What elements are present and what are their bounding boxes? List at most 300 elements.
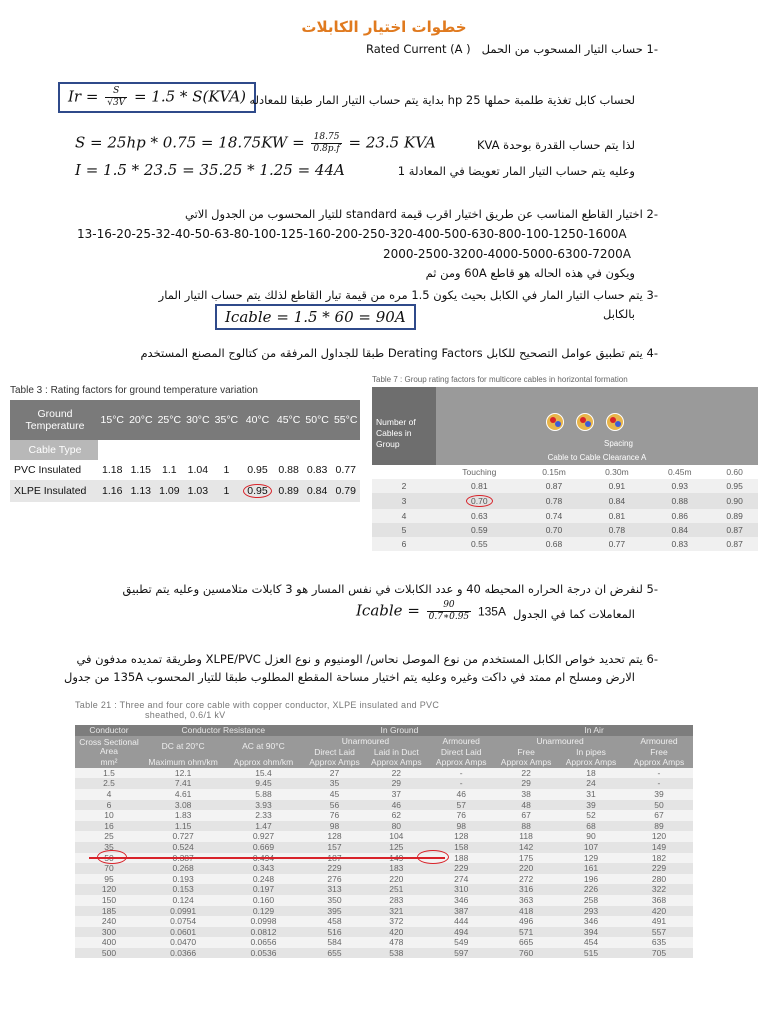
s-calc-b: = 23.5 KVA [348,133,436,152]
table21-cell: 394 [557,927,625,938]
table21-cell: 0.0601 [143,927,223,938]
step5-text: لنفرض ان درجة الحراره المحيطه 40 و عدد الكابلات في نفس المسار هو 3 كابلات متلامسين وعليه يتم تطبيق [122,582,643,596]
table21-cell: 25 [75,831,143,842]
table21-cell: 0.669 [223,842,303,853]
step1-heading [58,42,658,56]
table21-cell: 0.0366 [143,948,223,959]
table21-cell: - [427,778,495,789]
table7-cell: 0.81 [471,481,488,491]
table21-cell: 220 [365,874,427,885]
table3-temp: 15°C [98,400,127,440]
table21-cell: 293 [557,906,625,917]
step3-text: يتم حساب التيار المار في الكابل بحيث يكون 1.5 مره من قيمة تيار القاطع لذلك يتم حساب التيار المار [158,288,643,302]
cable-cross-section-icon [606,413,624,431]
table21-cell: 128 [427,831,495,842]
highlight-circle-158 [417,850,449,864]
table-row [372,523,758,537]
table21-unit: Approx ohm/km [223,757,303,768]
table3-cell: 1.1 [162,464,177,476]
table7-clearance-label: Cable to Cable Clearance A [547,453,647,462]
table3-row-type: PVC Insulated [14,464,82,476]
step6-line1 [58,652,658,666]
table3-temp: 40°C [241,400,275,440]
table21-cell: 635 [625,937,693,948]
table3-cell: 1.16 [102,485,123,497]
table21-cell: 0.0536 [223,948,303,959]
table21-cell: 89 [625,821,693,832]
step3-heading [98,288,658,302]
table21-cell: 6 [75,800,143,811]
table3-cell-highlight [241,480,275,502]
table7-col-header: 0.30m [585,465,648,479]
table21-cell: 24 [557,778,625,789]
table21-cell: 655 [304,948,366,959]
table21-cell: 251 [365,884,427,895]
table21-cell: 39 [557,800,625,811]
table-row [75,937,693,948]
formula-box-ir [58,82,256,113]
table21-cell: 0.0754 [143,916,223,927]
table21-cell: 310 [427,884,495,895]
table21-cell: 454 [557,937,625,948]
table7-header [372,387,758,465]
table21-cell: 29 [365,778,427,789]
table7-n: 5 [401,525,407,535]
step4-text: يتم تطبيق عوامل التصحيح للكابل Derating Factors طبقا للجداول المرفقه من كتالوج المصنع المستخدم [140,346,643,360]
table21-cell: 0.129 [223,906,303,917]
table3-cell: 0.77 [335,464,356,476]
table7-col-header: 0.60 [711,465,758,479]
table7-cell: 0.83 [671,539,689,549]
table21-cell: 104 [365,831,427,842]
table21-cell: 68 [557,821,625,832]
table-row [75,842,693,853]
table21-cell: - [625,778,693,789]
table21-cell: 107 [557,842,625,853]
table21-cell: 226 [557,884,625,895]
table21-cell: 39 [625,789,693,800]
table21-cell: 35 [304,778,366,789]
table-row [75,768,693,779]
table21-cell: 0.727 [143,831,223,842]
table21-cell: 67 [625,810,693,821]
table21-cell: 62 [365,810,427,821]
table21-cell: 272 [495,874,557,885]
table21-cell: 120 [625,831,693,842]
table21-cell: 27 [304,768,366,779]
table7-cell: 0.68 [545,539,563,549]
table21-cell: 9.45 [223,778,303,789]
table3-cell: 1.18 [102,464,123,476]
table21-caption-line1: Table 21 : Three and four core cable with copper conductor, XLPE insulated and PVC [75,700,440,710]
formula-i-calc: I = 1.5 * 23.5 = 35.25 * 1.25 = 44A [75,161,345,179]
table7-cell: 0.59 [471,525,488,535]
table21-cell: 22 [365,768,427,779]
table7-cell: 0.95 [726,481,743,491]
table21-cell: 5.88 [223,789,303,800]
table21-cell: 1.83 [143,810,223,821]
table21-cell: 120 [75,884,143,895]
table21-cell: 0.0991 [143,906,223,917]
table7-cell: 0.78 [608,525,626,535]
table-row [75,948,693,959]
table21-cell: 494 [427,927,495,938]
table-row [372,479,758,493]
table21-cell: 90 [557,831,625,842]
table7-cell: 0.84 [608,496,626,506]
table21-caption-line2: sheathed, 0.6/1 kV [145,710,226,720]
table3-header-label: Ground Temperature [10,400,98,440]
table21-cell: 16 [75,821,143,832]
table21-copper-cables [75,700,693,958]
table21-cell: 3.93 [223,800,303,811]
table7-cell: 0.87 [726,539,743,549]
table21-cell: 4 [75,789,143,800]
highlight-circle: 0.95 [243,484,271,498]
step1-desc: لحساب كابل تغذية طلمبة حملها 25 hp بداية يتم حساب التيار المار طبقا للمعادله [249,93,635,107]
table21-cell: 516 [304,927,366,938]
table21-cell: 321 [365,906,427,917]
table21-cell: 50 [625,800,693,811]
table7-cell: 0.81 [608,511,626,521]
table21-cell: 322 [625,884,693,895]
table21-cell: 57 [427,800,495,811]
table21-unit: Approx Amps [625,757,693,768]
table3-cell: 0.89 [278,485,299,497]
table7-n: 6 [401,539,407,549]
table3-cable-type-label: Cable Type [10,440,98,460]
table-row [372,537,758,551]
table21-cell: 12.1 [143,768,223,779]
table21-cell: 346 [557,916,625,927]
table21-install-header: Laid in Duct [365,747,427,758]
table7-grid [372,465,758,551]
table-row [75,810,693,821]
table21-cell: 0.0656 [223,937,303,948]
table3-temp: 55°C [331,400,360,440]
table21-install-header: Free [495,747,557,758]
table21-cell: 1.15 [143,821,223,832]
table21-cell: 0.524 [143,842,223,853]
table21-install-header: Direct Laid [304,747,366,758]
table-row [10,480,360,502]
table21-cell: 557 [625,927,693,938]
formula-ir-rhs: = 1.5 * S(KVA) [133,87,247,106]
step5-den: 0.7∗0.95 [428,612,470,622]
table3-row-type: XLPE Insulated [14,485,87,497]
step1-text: حساب التيار المسحوب من الحمل [481,42,643,56]
step3-number: -3 [646,288,658,302]
table3-cell: 0.95 [247,464,268,476]
table21-body [75,768,693,959]
s-calc-num: 18.75 [311,132,341,144]
table21-cell: 7.41 [143,778,223,789]
table21-cell: 129 [557,853,625,864]
table7-cell: 0.77 [608,539,626,549]
formula-box-icable: Icable = 1.5 * 60 = 90A [215,304,416,330]
table21-sub-header: Unarmoured [495,736,625,747]
table21-cell: 157 [304,842,366,853]
table-row [75,778,693,789]
table3-grid [10,400,360,502]
s-calc-den: 0.8p.f [313,144,340,154]
table21-cell: 229 [625,863,693,874]
table3-cell: 1.09 [159,485,180,497]
table21-cell: 395 [304,906,366,917]
table21-cell: 0.0470 [143,937,223,948]
table21-cell: 665 [495,937,557,948]
table21-group-header: Conductor [75,725,143,736]
table21-cell: 0.193 [143,874,223,885]
table21-cell: 48 [495,800,557,811]
table-row [75,927,693,938]
table21-cell: 128 [304,831,366,842]
step5-text2: المعاملات كما في الجدول [513,607,635,621]
table21-cell: 418 [495,906,557,917]
table21-cell: 444 [427,916,495,927]
table7-n: 3 [401,496,407,506]
table7-cell: 0.70 [545,525,563,535]
step5-formula-lhs: Icable = [356,601,420,620]
table21-cell: 280 [625,874,693,885]
step5-formula-rhs: 135A [477,604,506,619]
table7-cell: 0.90 [726,496,743,506]
table7-group-factors [372,375,758,551]
breaker-values-line2: 2000-2500-3200-4000-5000-6300-7200A [383,247,631,261]
table7-cell: 0.78 [545,496,563,506]
step1-number: -1 [646,42,658,56]
table21-cell: 350 [304,895,366,906]
formula-ir-num: S [105,86,127,98]
table21-cell: 182 [625,853,693,864]
table21-cell: 705 [625,948,693,959]
table3-temp: 50°C [303,400,332,440]
table21-cell: 220 [495,863,557,874]
table21-cell: 760 [495,948,557,959]
step1-english: Rated Current (A ) [366,42,471,56]
s-calc-a: S = 25hp * 0.75 = 18.75KW = [75,133,305,152]
table-row [75,895,693,906]
table21-cell: 76 [427,810,495,821]
table21-cell: 420 [625,906,693,917]
step5-heading [58,582,658,596]
table21-group-header: Conductor Resistance [143,725,304,736]
table3-cell: 1.03 [187,485,209,497]
table21-cell: 118 [495,831,557,842]
step5-fraction [427,600,471,623]
highlight-circle: 0.70 [466,495,493,507]
table21-cell: 478 [365,937,427,948]
table3-cell: 1 [223,485,230,497]
table21-cell: 15.4 [223,768,303,779]
table7-cell: 0.91 [608,481,626,491]
table21-cell: 2.33 [223,810,303,821]
formula-ir-den: √3V [107,98,126,108]
table3-temp: 35°C [212,400,241,440]
table21-cell: 37 [365,789,427,800]
table21-cell: 229 [427,863,495,874]
table21-cell: 346 [427,895,495,906]
formula-ir-fraction [105,86,127,109]
table21-cell: - [427,768,495,779]
s-calc-fraction [311,132,341,155]
table21-cell: 0.124 [143,895,223,906]
breaker-values-line1: 13-16-20-25-32-40-50-63-80-100-125-160-200-250-320-400-500-630-800-100-1250-1600A [77,227,627,241]
table-row [75,821,693,832]
table21-cell: 185 [75,906,143,917]
table21-cell: 387 [427,906,495,917]
table3-cell: 1.13 [130,485,152,497]
table21-cell: 31 [557,789,625,800]
table21-cell: 45 [304,789,366,800]
table-row [75,916,693,927]
table7-cell-highlight [436,493,523,509]
table21-cell: 584 [304,937,366,948]
step2-number: -2 [646,207,658,221]
highlight-circle-35 [97,850,127,864]
table21-units-row [75,757,693,768]
table21-cell: 52 [557,810,625,821]
table21-cell: 0.343 [223,863,303,874]
cable-cross-section-icon [546,413,564,431]
table7-col-header: 0.15m [523,465,586,479]
table21-cell: 188 [427,853,495,864]
table21-unit: Maximum ohm/km [143,757,223,768]
table21-cell: 158 [427,842,495,853]
table21-cell: 549 [427,937,495,948]
table7-cell: 0.63 [471,511,488,521]
table-row [75,789,693,800]
step2-heading [58,207,658,221]
table21-cell: 161 [557,863,625,874]
table7-cell: 0.89 [726,511,743,521]
table21-cell: 3.08 [143,800,223,811]
table21-unit: Approx Amps [304,757,366,768]
step4-number: -4 [646,346,658,360]
table7-cell: 0.55 [471,539,488,549]
formula-ir-lhs: Ir = [68,87,99,106]
table21-cell: 1.47 [223,821,303,832]
table7-spacing-label: Spacing [604,439,633,448]
table21-cell: 0.927 [223,831,303,842]
table3-cell: 0.83 [306,464,328,476]
table21-sub-header-row [75,736,693,747]
table21-cell: 597 [427,948,495,959]
formula-s-calc [75,132,436,155]
table-row [372,493,758,509]
table21-cell: 46 [427,789,495,800]
table21-cell: 496 [495,916,557,927]
table21-cell: 274 [427,874,495,885]
table21-cell: 142 [495,842,557,853]
table21-cell: 420 [365,927,427,938]
table21-unit: Approx Amps [365,757,427,768]
table7-cell: 0.87 [726,525,743,535]
table21-cell: 149 [625,842,693,853]
kva-text: لذا يتم حساب القدرة بوحدة KVA [476,138,635,152]
table7-n: 4 [401,511,407,521]
table21-cell: 196 [557,874,625,885]
table21-cell: 500 [75,948,143,959]
table21-cell: 67 [495,810,557,821]
table21-install-header: Free [625,747,693,758]
table3-cell: 0.79 [335,485,356,497]
table3-cell: 1.15 [130,464,152,476]
table7-col-headers [372,465,758,479]
step6-line2: الارض ومسلح ام ممتد في داكت وغيره وعليه يتم اختيار مساحة المقطع المطلوب طبقا للتيار المحسوب 135A من جدول [63,670,635,684]
table21-unit: Approx Amps [495,757,557,768]
table21-grid [75,725,693,958]
table3-temp: 45°C [274,400,303,440]
table-row [75,906,693,917]
formula-step5 [356,600,506,623]
table21-group-header-row [75,725,693,736]
table21-group-header: In Ground [304,725,496,736]
table21-cell: 175 [495,853,557,864]
table21-cell: 125 [365,842,427,853]
step5-number: -5 [646,582,658,596]
table21-cell: 183 [365,863,427,874]
table21-sub-header: Armoured [625,736,693,747]
step3-text2: بالكابل [603,307,635,321]
table21-cell: 368 [625,895,693,906]
table21-cell: 458 [304,916,366,927]
table21-cell: 0.248 [223,874,303,885]
table3-cell: 0.84 [306,485,328,497]
table21-sub-header: AC at 90°C [223,736,303,757]
table21-cell: 0.153 [143,884,223,895]
table3-temp: 20°C [127,400,156,440]
table21-cell: 29 [495,778,557,789]
table21-cell: 363 [495,895,557,906]
table21-unit: mm² [75,757,143,768]
table21-cell: 276 [304,874,366,885]
table21-cell: 70 [75,863,143,874]
table21-cell: 76 [304,810,366,821]
table3-temp: 30°C [184,400,213,440]
table21-cell: 98 [304,821,366,832]
table3-cell: 1 [223,464,230,476]
table21-cell: 98 [427,821,495,832]
table3-cell: 1.04 [187,464,209,476]
table21-install-header: Direct Laid [427,747,495,758]
step5-num: 90 [427,600,471,612]
table21-cell: 0.197 [223,884,303,895]
table21-group-header: In Air [495,725,693,736]
table21-cell: 571 [495,927,557,938]
table7-col-header: 0.45m [648,465,711,479]
step2-result: ويكون في هذه الحاله هو قاطع 60A ومن ثم [425,266,635,280]
table21-cell: 10 [75,810,143,821]
table-row [75,831,693,842]
table21-cell: 150 [75,895,143,906]
table-row [75,884,693,895]
step6-text: يتم تحديد خواص الكابل المستخدم من نوع الموصل نحاس/ الومنيوم و نوع العزل XLPE/PVC وطريقة تمديده مدفون في [76,652,643,666]
table21-cell: 2.5 [75,778,143,789]
table7-cell: 0.86 [671,511,689,521]
table21-cell: 18 [557,768,625,779]
table21-cell: 258 [557,895,625,906]
table21-cell: 80 [365,821,427,832]
table21-cell: 4.61 [143,789,223,800]
table21-cell: 38 [495,789,557,800]
table-row [10,460,360,480]
table21-cell: 0.268 [143,863,223,874]
table21-cell: 46 [365,800,427,811]
table21-cell: 229 [304,863,366,874]
table7-cell: 0.88 [671,496,689,506]
table7-cell: 0.93 [671,481,689,491]
